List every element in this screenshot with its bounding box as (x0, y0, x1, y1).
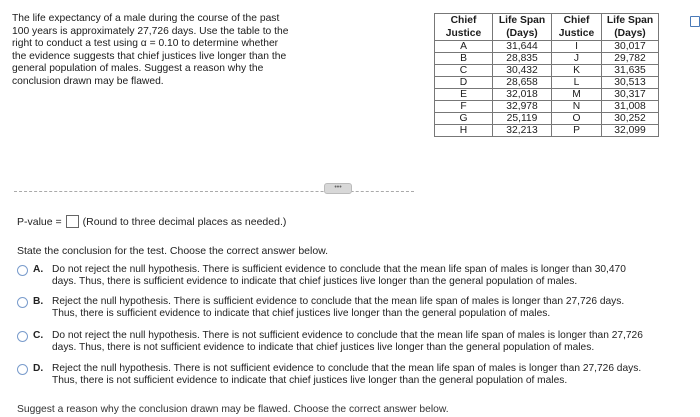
problem-line: The life expectancy of a male during the course of the past (12, 13, 280, 24)
header-life-span: Life Span (Days) (602, 14, 659, 41)
justice-cell: F (435, 101, 493, 113)
expand-ellipsis-button[interactable]: ••• (324, 183, 352, 194)
option-text (52, 330, 692, 354)
justice-cell: A (435, 41, 493, 53)
justice-cell: L (552, 77, 602, 89)
table-row (435, 41, 659, 53)
life-span-cell: 30,432 (493, 65, 552, 77)
table-body (435, 41, 659, 137)
pvalue-row (17, 215, 286, 228)
justice-cell: K (552, 65, 602, 77)
option-text (52, 264, 692, 288)
life-span-cell: 32,099 (602, 125, 659, 137)
problem-line: the evidence suggests that chief justices live longer than the (12, 50, 287, 62)
option-line: days. Thus, there is sufficient evidence to indicate that chief justices live longer than the general population of males. (52, 276, 578, 287)
life-span-table (434, 13, 659, 137)
life-span-cell: 32,018 (493, 89, 552, 101)
question-prompt: State the conclusion for the test. Choose the correct answer below. (17, 245, 329, 257)
table-row (435, 53, 659, 65)
table-row (435, 125, 659, 137)
life-span-cell: 30,317 (602, 89, 659, 101)
option-line: Thus, there is not sufficient evidence to indicate that chief justices live longer than the general population of males. (52, 375, 568, 386)
justice-cell: N (552, 101, 602, 113)
radio-button-c[interactable] (17, 331, 28, 342)
justice-cell: M (552, 89, 602, 101)
option-line: Do not reject the null hypothesis. There is sufficient evidence to conclude that the mean life span of males is longer than 30,470 (52, 264, 626, 275)
justice-cell: D (435, 77, 493, 89)
option-line: Reject the null hypothesis. There is not sufficient evidence to conclude that the mean life span of males is longer than 27,726 days. (52, 363, 642, 374)
suggest-reason-prompt: Suggest a reason why the conclusion drawn may be flawed. Choose the correct answer below. (17, 404, 449, 415)
life-span-cell: 30,513 (602, 77, 659, 89)
table-row (435, 77, 659, 89)
life-span-cell: 31,644 (493, 41, 552, 53)
life-span-cell: 30,252 (602, 113, 659, 125)
life-span-cell: 31,635 (602, 65, 659, 77)
radio-button-d[interactable] (17, 364, 28, 375)
justice-cell: G (435, 113, 493, 125)
life-span-cell: 31,008 (602, 101, 659, 113)
option-letter: A. (33, 264, 44, 275)
table-row (435, 113, 659, 125)
problem-line: right to conduct a test using α = 0.10 to determine whether (12, 38, 279, 49)
pvalue-input[interactable] (66, 215, 79, 228)
section-divider (14, 191, 414, 192)
option-letter: B. (33, 296, 44, 307)
life-span-cell: 32,978 (493, 101, 552, 113)
header-life-span: Life Span (Days) (493, 14, 552, 41)
table-header-row (435, 14, 659, 41)
table-row (435, 101, 659, 113)
option-line: Do not reject the null hypothesis. There is not sufficient evidence to conclude that the mean life span of males is longer than 27,726 (52, 330, 643, 341)
option-letter: C. (33, 330, 44, 341)
header-chief-justice: Chief Justice (552, 14, 602, 41)
problem-line: conclusion drawn may be flawed. (12, 75, 164, 87)
justice-cell: C (435, 65, 493, 77)
life-span-cell: 25,119 (493, 113, 552, 125)
justice-cell: E (435, 89, 493, 101)
copy-icon[interactable] (690, 16, 700, 27)
table-row (435, 89, 659, 101)
header-chief-justice: Chief Justice (435, 14, 493, 41)
pvalue-hint: (Round to three decimal places as needed.) (82, 215, 287, 228)
justice-cell: H (435, 125, 493, 137)
radio-button-b[interactable] (17, 297, 28, 308)
option-letter: D. (33, 363, 44, 374)
problem-line: general population of males. Suggest a reason why the (12, 63, 264, 74)
pvalue-label: P-value = (17, 215, 62, 228)
radio-button-a[interactable] (17, 265, 28, 276)
justice-cell: O (552, 113, 602, 125)
justice-cell: B (435, 53, 493, 65)
justice-cell: I (552, 41, 602, 53)
problem-statement (12, 13, 312, 88)
option-text (52, 296, 692, 320)
life-span-cell: 32,213 (493, 125, 552, 137)
life-span-cell: 28,658 (493, 77, 552, 89)
table-row (435, 65, 659, 77)
problem-line: 100 years is approximately 27,726 days. Use the table to the (12, 25, 289, 37)
life-span-cell: 29,782 (602, 53, 659, 65)
life-span-cell: 28,835 (493, 53, 552, 65)
justice-cell: P (552, 125, 602, 137)
option-line: Thus, there is sufficient evidence to indicate that chief justices live longer than the general population of males. (52, 308, 551, 319)
option-line: Reject the null hypothesis. There is sufficient evidence to conclude that the mean life span of males is longer than 27,726 days. (52, 296, 625, 307)
option-line: days. Thus, there is not sufficient evidence to indicate that chief justices live longer than the general population of males. (52, 342, 595, 353)
option-text (52, 363, 692, 387)
life-span-cell: 30,017 (602, 41, 659, 53)
justice-cell: J (552, 53, 602, 65)
